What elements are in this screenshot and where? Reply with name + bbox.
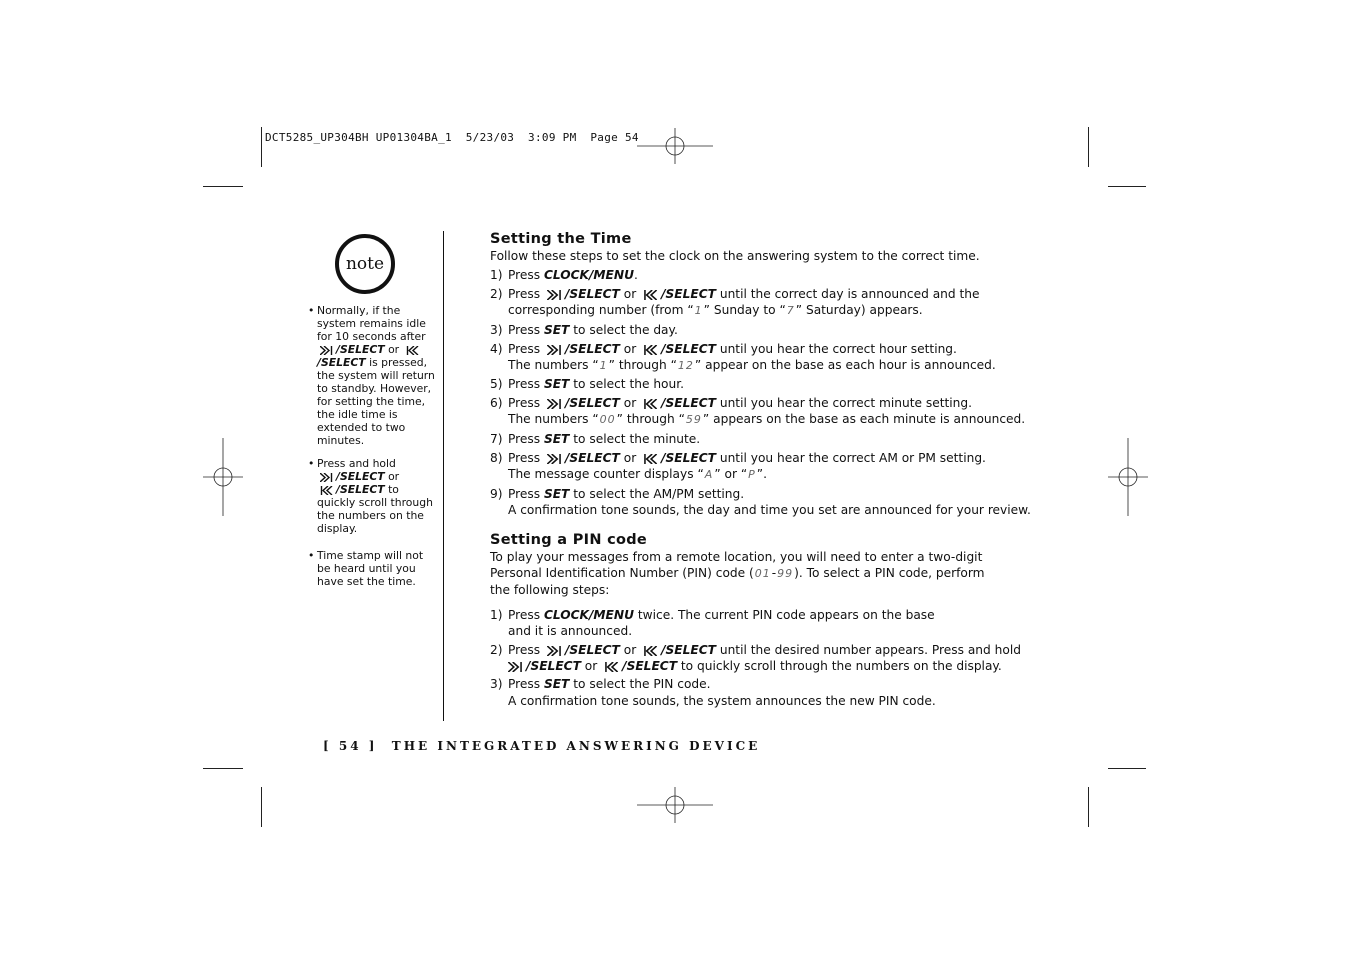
skip-forward-icon (547, 399, 562, 409)
skip-forward-icon (508, 662, 523, 672)
step-number: 2) (490, 286, 503, 301)
crop-mark (261, 127, 262, 167)
step-text: until you hear the correct hour setting. (719, 341, 957, 356)
section-heading: Setting the Time (490, 231, 632, 247)
select-key-label: /SELECT (564, 642, 620, 657)
step-text: A confirmation tone sounds, the day and time you set are announced for your review. (508, 502, 1031, 517)
select-key-label: /SELECT (336, 470, 385, 483)
pin-steps (490, 607, 1050, 709)
step-number: 9) (490, 486, 503, 501)
step-text: to select the PIN code. (573, 677, 711, 692)
step-text: until the desired number appears. Press and hold (719, 642, 1021, 657)
select-key-label: /SELECT (661, 396, 716, 411)
lcd-digit: 01 (754, 567, 771, 581)
skip-forward-icon (547, 646, 562, 656)
page-footer: [ 54 ] THE INTEGRATED ANSWERING DEVICE (323, 739, 761, 753)
step-item (490, 322, 1050, 338)
skip-back-icon (320, 486, 333, 495)
tip-text: Normally, if the system remains idle for 10 seconds after (317, 304, 426, 343)
step-item (490, 395, 1050, 428)
step-text: to select the AM/PM setting. (573, 486, 745, 501)
crop-mark (1108, 768, 1146, 769)
registration-mark-icon (203, 438, 243, 516)
section-intro (490, 549, 1005, 599)
select-key-label: /SELECT (564, 450, 620, 465)
skip-back-icon (643, 290, 658, 300)
step-text: to select the minute. (573, 432, 701, 447)
skip-back-icon (643, 345, 658, 355)
column-divider (443, 231, 444, 721)
select-key-label: /SELECT (336, 483, 385, 496)
tip-text: to quickly scroll through the numbers on the display. (317, 483, 433, 535)
section-heading: Setting a PIN code (490, 532, 648, 549)
note-badge (335, 234, 395, 294)
step-text: or (623, 286, 637, 301)
select-key-label: /SELECT (661, 642, 716, 657)
note-tip (308, 304, 438, 447)
step-text: Press (508, 286, 541, 301)
registration-mark-icon (637, 787, 713, 823)
step-item (490, 450, 1050, 483)
tip-text: Time stamp will not be heard until you have set the time. (317, 549, 424, 588)
step-text: Press (508, 432, 541, 447)
step-number: 3) (490, 322, 503, 337)
step-number: 8) (490, 450, 503, 465)
note-tip (308, 457, 438, 535)
select-key-label: /SELECT (622, 658, 678, 673)
key-label: SET (543, 377, 570, 392)
step-text: Press (508, 341, 541, 356)
intro-text: To play your messages from a remote location, you will need to enter a two-digit Personal Identification Number (PIN) code ( (490, 550, 983, 581)
step-number: 7) (490, 432, 503, 447)
tip-text: is pressed, the system will return to standby. However, for setting the time, the idle time is extended to two minutes. (317, 356, 435, 447)
lcd-digit: 7 (786, 304, 795, 318)
step-number: 6) (490, 396, 503, 411)
step-number: 3) (490, 677, 503, 692)
step-text: and it is announced. (508, 623, 633, 638)
step-text: to select the day. (573, 322, 678, 337)
step-text: until you hear the correct minute setting. (719, 396, 972, 411)
step-text: to quickly scroll through the numbers on the display. (680, 658, 1002, 673)
crop-mark (1108, 186, 1146, 187)
step-text: Press (508, 607, 541, 622)
step-text: ” through “ (608, 357, 677, 372)
step-text: or (623, 341, 637, 356)
step-number: 1) (490, 268, 503, 283)
step-item (490, 267, 1050, 283)
step-text: ” or “ (714, 466, 748, 481)
skip-forward-icon (320, 346, 333, 355)
select-key-label: /SELECT (564, 286, 620, 301)
crop-mark (261, 787, 262, 827)
step-text: or (584, 658, 598, 673)
step-number: 1) (490, 607, 503, 622)
step-text: The numbers “ (508, 357, 599, 372)
lcd-digit: P (748, 467, 756, 481)
step-text: Press (508, 322, 541, 337)
step-text: Press (508, 642, 541, 657)
time-steps (490, 267, 1050, 518)
section-intro: Follow these steps to set the clock on the answering system to the correct time. (490, 249, 980, 263)
print-slug: DCT5285_UP304BH UP01304BA_1 5/23/03 3:09 PM Page 54 (265, 131, 639, 144)
main-content (490, 230, 1050, 709)
step-text: Press (508, 677, 541, 692)
step-text: Press (508, 377, 541, 392)
step-number: 2) (490, 642, 503, 657)
skip-back-icon (604, 662, 619, 672)
step-text: Press (508, 396, 541, 411)
skip-forward-icon (547, 454, 562, 464)
select-key-label: /SELECT (526, 658, 581, 673)
lcd-digit: 59 (685, 413, 702, 427)
select-key-label: /SELECT (564, 396, 620, 411)
step-item (490, 286, 1050, 319)
crop-mark (1088, 787, 1089, 827)
step-text: Press (508, 486, 541, 501)
lcd-digit: 00 (599, 413, 616, 427)
sidebar-notes (308, 304, 438, 598)
key-label: CLOCK/MENU (543, 607, 634, 622)
registration-mark-icon (1108, 438, 1148, 516)
skip-back-icon (643, 646, 658, 656)
step-number: 4) (490, 341, 503, 356)
select-key-label: /SELECT (661, 341, 716, 356)
skip-forward-icon (547, 290, 562, 300)
step-number: 5) (490, 377, 503, 392)
step-item (490, 607, 1050, 639)
step-item (490, 341, 1050, 374)
step-item (490, 376, 1050, 392)
key-label: SET (543, 322, 570, 337)
key-label: CLOCK/MENU (543, 268, 634, 283)
step-text: ” Saturday) appears. (795, 303, 923, 318)
step-text: or (623, 450, 637, 465)
step-text: Press (508, 268, 541, 283)
select-key-label: /SELECT (317, 356, 366, 369)
select-key-label: /SELECT (661, 286, 716, 301)
select-key-label: /SELECT (564, 341, 620, 356)
note-label: note (345, 254, 385, 274)
key-label: SET (543, 432, 570, 447)
crop-mark (1088, 127, 1089, 167)
skip-back-icon (406, 346, 419, 355)
step-text: ” appear on the base as each hour is announced. (694, 357, 996, 372)
tip-text: or (388, 343, 400, 356)
step-text: A confirmation tone sounds, the system announces the new PIN code. (508, 693, 936, 708)
key-label: SET (543, 486, 570, 501)
lcd-digit: 12 (677, 358, 694, 372)
step-text: to select the hour. (573, 377, 684, 392)
step-text: Press (508, 450, 541, 465)
step-text: until the correct day is announced and the corresponding number (from “ (508, 286, 980, 318)
step-text: ” Sunday to “ (703, 303, 786, 318)
select-key-label: /SELECT (336, 343, 385, 356)
skip-back-icon (643, 399, 658, 409)
step-item (490, 642, 1050, 674)
key-label: SET (543, 677, 570, 692)
step-text: The message counter displays “ (508, 466, 704, 481)
step-text: twice. The current PIN code appears on the base (637, 607, 935, 622)
note-tip (308, 549, 438, 588)
crop-mark (203, 186, 243, 187)
step-text: until you hear the correct AM or PM setting. (719, 450, 986, 465)
lcd-digit: 99 (777, 567, 794, 581)
lcd-digit: 1 (694, 304, 703, 318)
step-item (490, 486, 1050, 518)
crop-mark (203, 768, 243, 769)
select-key-label: /SELECT (661, 450, 716, 465)
step-text: . (633, 268, 638, 283)
lcd-digit: 1 (599, 358, 608, 372)
step-text: ”. (756, 466, 767, 481)
step-text: or (623, 396, 637, 411)
step-text: The numbers “ (508, 412, 599, 427)
tip-text: Press and hold (317, 457, 396, 470)
skip-forward-icon (547, 345, 562, 355)
registration-mark-icon (637, 128, 713, 164)
step-text: or (623, 642, 637, 657)
step-item (490, 676, 1050, 708)
step-item (490, 431, 1050, 447)
skip-back-icon (643, 454, 658, 464)
lcd-digit: A (704, 467, 714, 481)
tip-text: or (388, 470, 400, 483)
step-text: ” appears on the base as each minute is announced. (702, 412, 1026, 427)
intro-text: ). To select a PIN code, perform the following steps: (490, 566, 985, 598)
intro-text: - (771, 566, 777, 581)
step-text: ” through “ (616, 412, 685, 427)
skip-forward-icon (320, 473, 333, 482)
